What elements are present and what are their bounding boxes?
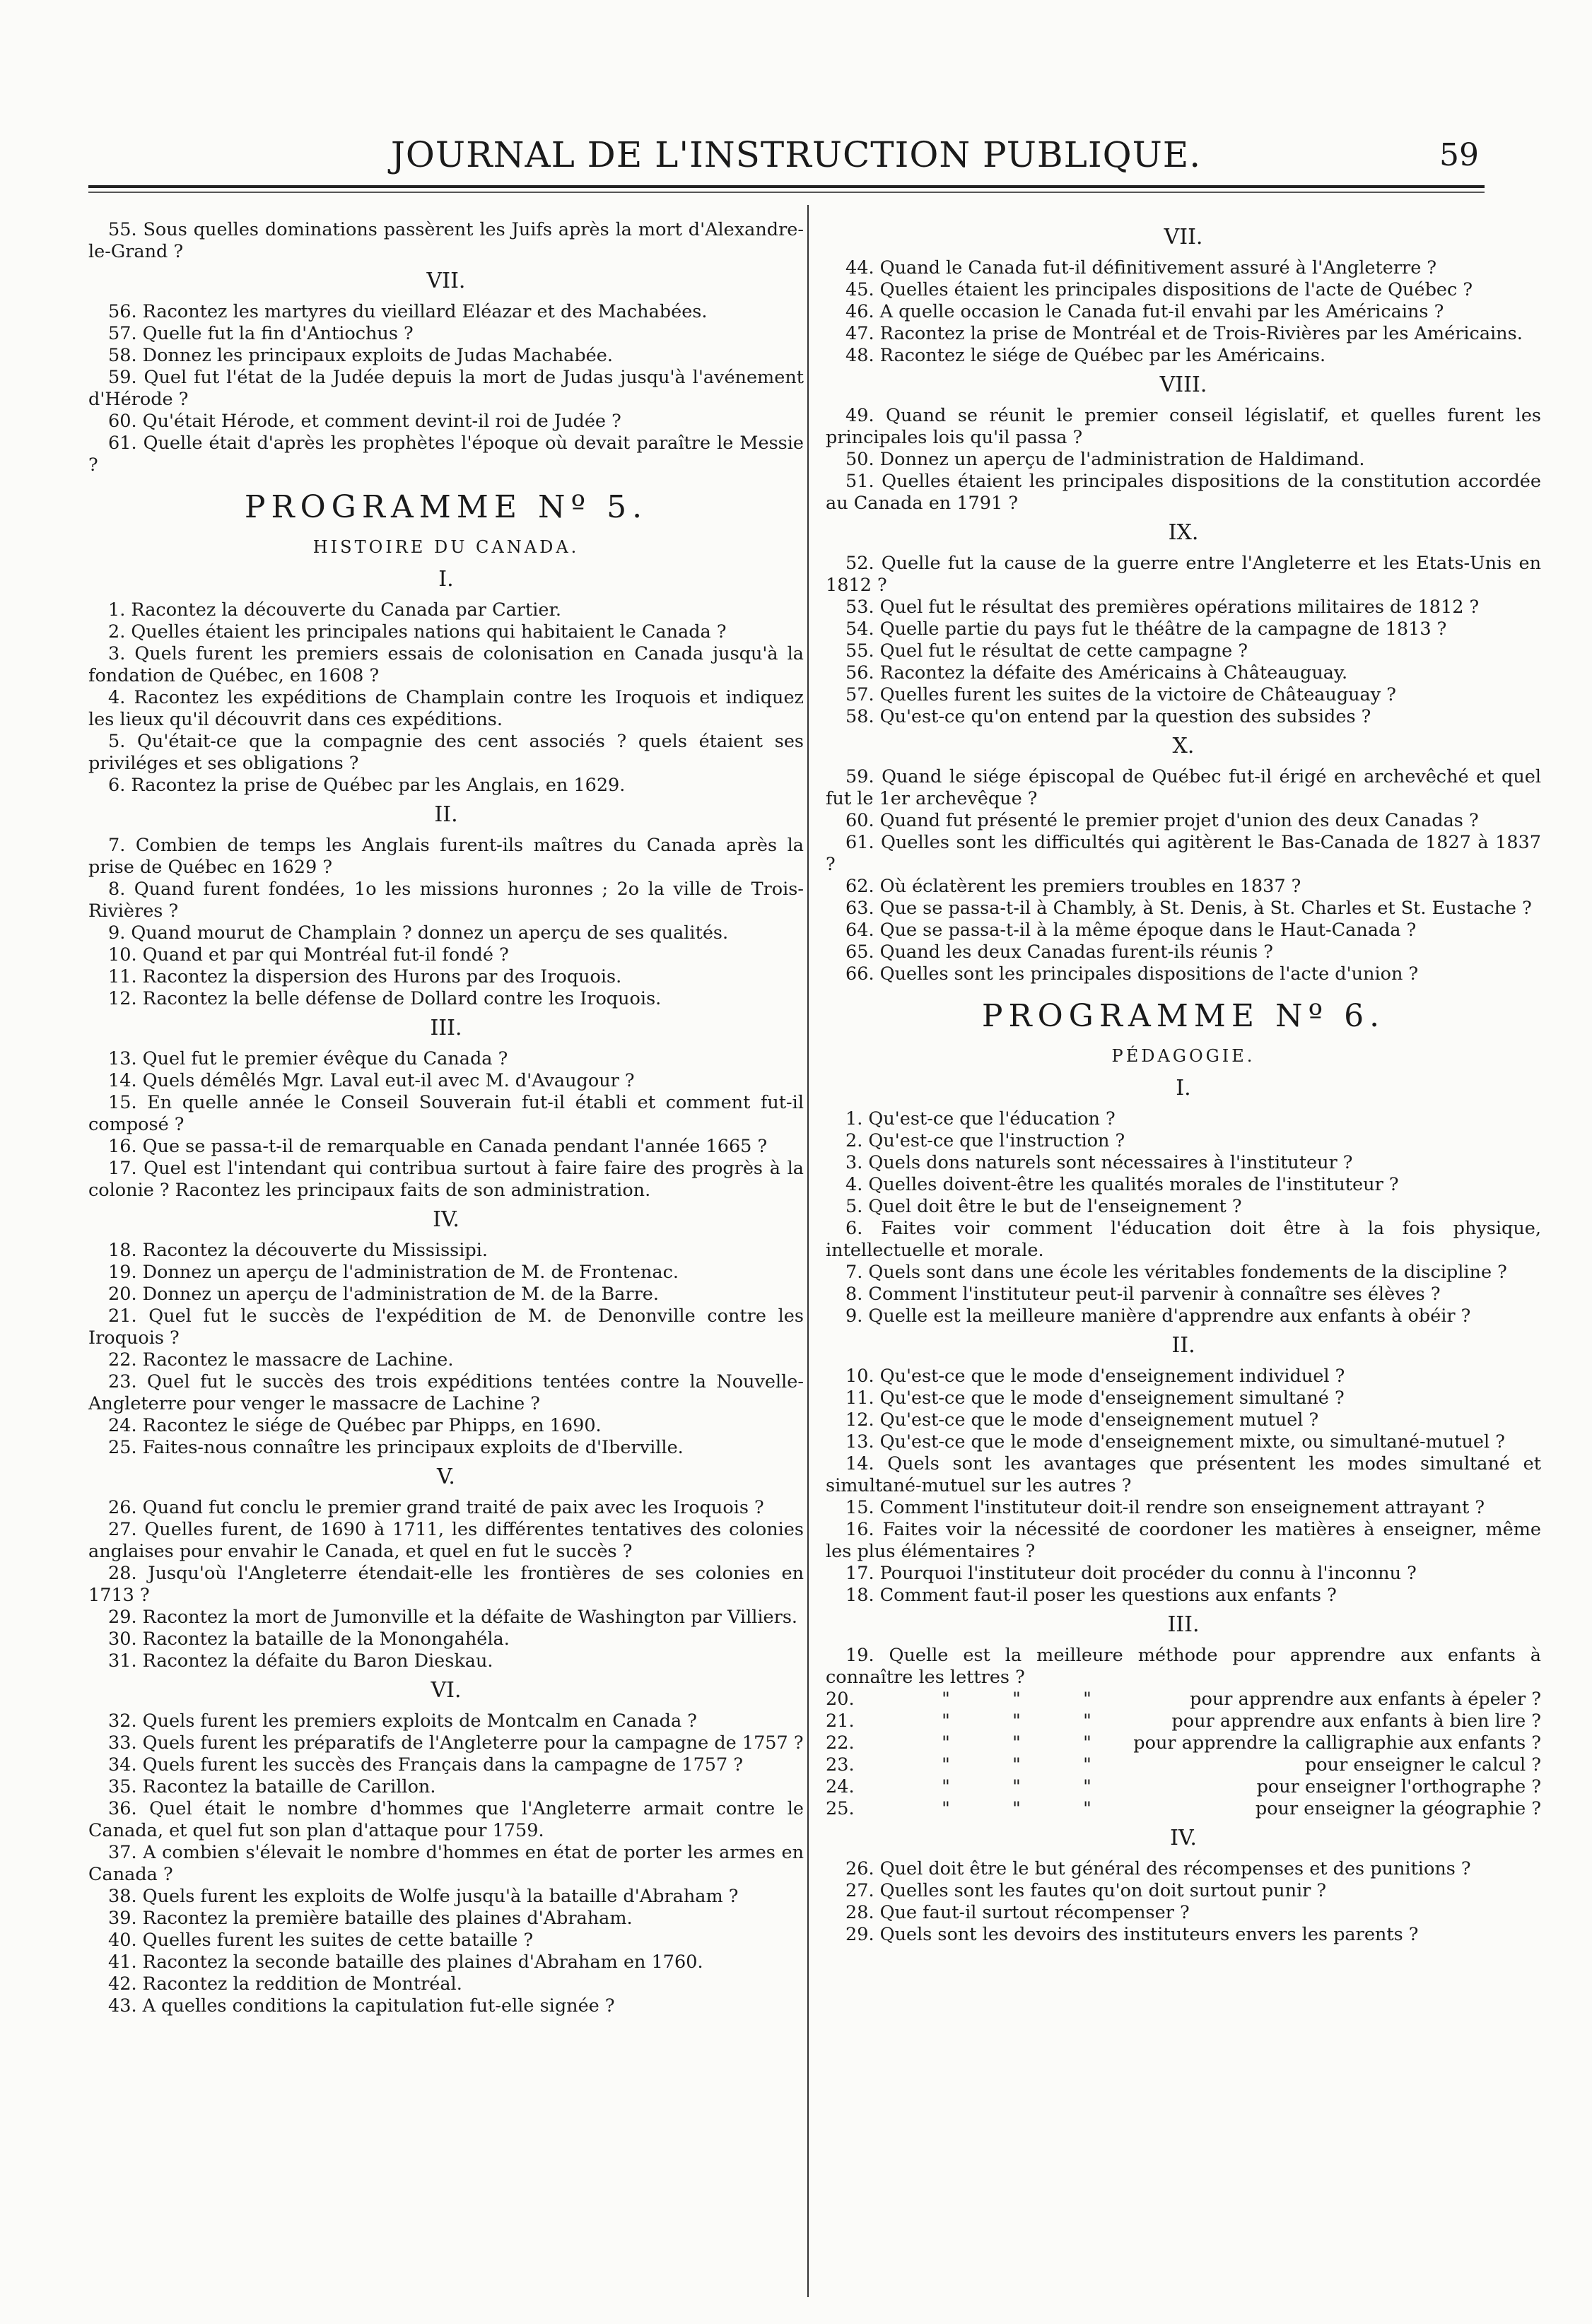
section-heading: IV. [1170,1826,1197,1850]
question-item: 8. Quand furent fondées, 1o les missions huronnes ; 2o la ville de Trois-Rivières ? [88,879,804,922]
question-item: 55. Quel fut le résultat de cette campagne ? [845,640,1248,662]
ditto-mark: " [1012,1776,1021,1797]
question-item: 58. Donnez les principaux exploits de Judas Machabée. [108,345,613,366]
question-item: 33. Quels furent les préparatifs de l'Angleterre pour la campagne de 1757 ? [108,1732,804,1754]
question-item: 61. Quelle était d'après les prophètes l'époque où devait paraître le Messie ? [88,433,804,476]
question-item: 38. Quels furent les exploits de Wolfe jusqu'à la bataille d'Abraham ? [108,1886,739,1907]
right-column [826,219,1541,1946]
ditto-mark: " [1083,1798,1091,1819]
question-item: 18. Racontez la découverte du Mississipi. [108,1240,488,1261]
question-item: 60. Quand fut présenté le premier projet d'union des deux Canadas ? [845,810,1479,831]
question-item: 56. Racontez les martyres du vieillard Eléazar et des Machabées. [108,301,708,322]
question-item: 9. Quelle est la meilleure manière d'apprendre aux enfants à obéir ? [845,1305,1471,1327]
section-heading: I. [1176,1076,1191,1101]
question-item: 8. Comment l'instituteur peut-il parvenir à connaître ses élèves ? [845,1284,1441,1305]
ditto-mark: " [942,1732,950,1754]
question-item: 54. Quelle partie du pays fut le théâtre de la campagne de 1813 ? [845,618,1447,640]
section-heading: III. [1167,1612,1200,1637]
ditto-mark: " [942,1776,950,1797]
question-item: 27. Quelles furent, de 1690 à 1711, les différentes tentatives des colonies anglaises pour envahir le Canada, et quel en fut le succès ? [88,1519,804,1562]
question-item: 65. Quand les deux Canadas furent-ils réunis ? [845,941,1273,963]
ditto-mark: " [942,1754,950,1776]
question-item: 1. Qu'est-ce que l'éducation ? [845,1108,1116,1129]
question-item: 40. Quelles furent les suites de cette bataille ? [108,1930,534,1951]
question-item: 20. Donnez un aperçu de l'administration de M. de la Barre. [108,1284,659,1305]
question-number: 20. [826,1689,855,1710]
ditto-mark: " [1012,1798,1021,1819]
page-header [0,127,1592,184]
question-item: 42. Racontez la reddition de Montréal. [108,1973,462,1995]
section-heading: VI. [431,1678,462,1703]
question-item: 14. Quels démêlés Mgr. Laval eut-il avec M. d'Avaugour ? [108,1070,635,1091]
running-title: JOURNAL DE L'INSTRUCTION PUBLIQUE. [390,134,1202,175]
question-item: 17. Pourquoi l'instituteur doit procéder du connu à l'inconnu ? [845,1563,1417,1584]
question-item: 22. Racontez le massacre de Lachine. [108,1349,454,1371]
question-item: 60. Qu'était Hérode, et comment devint-il roi de Judée ? [108,411,621,432]
question-item: 39. Racontez la première bataille des plaines d'Abraham. [108,1908,633,1929]
section-heading: IV. [433,1207,460,1232]
left-column [88,219,804,2017]
ditto-mark: " [942,1689,950,1710]
question-item: 2. Quelles étaient les principales nations qui habitaient le Canada ? [108,621,727,642]
question-item: 10. Qu'est-ce que le mode d'enseignement individuel ? [845,1366,1345,1387]
question-item: 26. Quel doit être le but général des récompenses et des punitions ? [845,1858,1471,1879]
question-number: 21. [826,1710,855,1732]
question-item: 5. Qu'était-ce que la compagnie des cent associés ? quels étaient ses priviléges et ses obligations ? [88,731,804,774]
section-heading: V. [437,1465,455,1489]
question-item: 29. Quels sont les devoirs des instituteurs envers les parents ? [845,1924,1419,1945]
question-item: 13. Quel fut le premier évêque du Canada ? [108,1048,508,1069]
question-text: pour enseigner la géographie ? [1255,1798,1541,1819]
ditto-mark: " [1012,1689,1021,1710]
section-heading: IX. [1168,520,1199,545]
question-text: pour apprendre aux enfants à épeler ? [1190,1689,1541,1710]
question-item: 28. Jusqu'où l'Angleterre étendait-elle les frontières de ses colonies en 1713 ? [88,1563,804,1606]
question-item: 37. A combien s'élevait le nombre d'hommes en état de porter les armes en Canada ? [88,1842,804,1885]
question-item: 26. Quand fut conclu le premier grand traité de paix avec les Iroquois ? [108,1497,764,1518]
subject-heading: PÉDAGOGIE. [1111,1046,1256,1066]
question-item: 44. Quand le Canada fut-il définitivement assuré à l'Angleterre ? [845,257,1437,278]
question-item: 29. Racontez la mort de Jumonville et la défaite de Washington par Villiers. [108,1607,798,1628]
question-item: 11. Racontez la dispersion des Hurons par des Iroquois. [108,966,622,987]
question-item: 10. Quand et par qui Montréal fut-il fondé ? [108,944,509,966]
ditto-mark: " [1012,1754,1021,1776]
ditto-mark: " [1083,1732,1091,1754]
question-item: 12. Qu'est-ce que le mode d'enseignement mutuel ? [845,1409,1319,1431]
question-text: pour enseigner l'orthographe ? [1256,1776,1541,1797]
question-item: 7. Quels sont dans une école les véritables fondements de la discipline ? [845,1262,1507,1283]
question-item: 57. Quelles furent les suites de la victoire de Châteauguay ? [845,684,1396,705]
question-item: 4. Quelles doivent-être les qualités morales de l'instituteur ? [845,1174,1399,1195]
question-item: 59. Quand le siége épiscopal de Québec fut-il érigé en archevêché et quel fut le 1er archevêque ? [826,766,1541,809]
question-item: 49. Quand se réunit le premier conseil législatif, et quelles furent les principales lois qu'il passa ? [826,405,1541,448]
question-item: 18. Comment faut-il poser les questions aux enfants ? [845,1585,1337,1606]
question-number: 24. [826,1776,855,1797]
question-number: 22. [826,1732,855,1754]
section-heading: VIII. [1159,372,1207,397]
question-item: 12. Racontez la belle défense de Dollard contre les Iroquois. [108,988,662,1009]
question-item: 6. Faites voir comment l'éducation doit être à la fois physique, intellectuelle et morale. [826,1218,1541,1261]
ditto-row [826,1754,1541,1776]
question-item: 45. Quelles étaient les principales dispositions de l'acte de Québec ? [845,279,1473,300]
question-text: pour apprendre la calligraphie aux enfants ? [1133,1732,1541,1754]
question-item: 61. Quelles sont les difficultés qui agitèrent le Bas-Canada de 1827 à 1837 ? [826,832,1541,875]
question-item: 7. Combien de temps les Anglais furent-ils maîtres du Canada après la prise de Québec en 1629 ? [88,835,804,878]
question-item: 17. Quel est l'intendant qui contribua surtout à faire faire des progrès à la colonie ? Racontez les principaux faits de son administration. [88,1158,804,1201]
ditto-mark: " [1012,1732,1021,1754]
question-item: 66. Quelles sont les principales dispositions de l'acte d'union ? [845,963,1419,985]
section-heading: X. [1172,734,1195,758]
question-item: 34. Quels furent les succès des Français dans la campagne de 1757 ? [108,1754,744,1776]
question-item: 1. Racontez la découverte du Canada par Cartier. [108,599,561,621]
question-item: 46. A quelle occasion le Canada fut-il envahi par les Américains ? [845,301,1444,322]
question-item: 47. Racontez la prise de Montréal et de Trois-Rivières par les Américains. [845,323,1523,344]
section-heading: I. [438,567,454,592]
question-number: 25. [826,1798,855,1819]
ditto-row [826,1732,1541,1754]
question-item: 41. Racontez la seconde bataille des plaines d'Abraham en 1760. [108,1952,703,1973]
section-heading: VII. [1164,225,1203,250]
header-rule-thin [88,192,1485,193]
ditto-mark: " [1012,1710,1021,1732]
question-item: 11. Qu'est-ce que le mode d'enseignement simultané ? [845,1387,1345,1409]
question-item: 9. Quand mourut de Champlain ? donnez un aperçu de ses qualités. [108,922,729,944]
ditto-mark: " [1083,1710,1091,1732]
question-item: 43. A quelles conditions la capitulation fut-elle signée ? [108,1995,615,2017]
section-heading: II. [434,802,458,827]
header-rule [88,185,1485,188]
section-heading: VII. [426,269,466,293]
question-item: 6. Racontez la prise de Québec par les Anglais, en 1629. [108,775,626,796]
ditto-row [826,1798,1541,1820]
page-number: 59 [1439,137,1479,173]
question-item: 5. Quel doit être le but de l'enseignement ? [845,1196,1242,1217]
question-item: 19. Donnez un aperçu de l'administration de M. de Frontenac. [108,1262,679,1283]
question-text: pour enseigner le calcul ? [1304,1754,1541,1776]
section-heading: III. [430,1016,462,1040]
question-item: 3. Quels furent les premiers essais de colonisation en Canada jusqu'à la fondation de Québec, en 1608 ? [88,643,804,686]
question-item: 13. Qu'est-ce que le mode d'enseignement mixte, ou simultané-mutuel ? [845,1431,1505,1452]
question-item: 58. Qu'est-ce qu'on entend par la question des subsides ? [845,706,1371,727]
question-item: 15. Comment l'instituteur doit-il rendre son enseignement attrayant ? [845,1497,1485,1518]
question-item: 27. Quelles sont les fautes qu'on doit surtout punir ? [845,1880,1327,1901]
ditto-mark: " [942,1798,950,1819]
question-item: 30. Racontez la bataille de la Monongahéla. [108,1628,510,1650]
ditto-mark: " [1083,1776,1091,1797]
question-item: 28. Que faut-il surtout récompenser ? [845,1902,1190,1923]
question-item: 23. Quel fut le succès des trois expéditions tentées contre la Nouvelle-Angleterre pour venger le massacre de Lachine ? [88,1371,804,1414]
question-item: 64. Que se passa-t-il à la même époque dans le Haut-Canada ? [845,920,1417,941]
ditto-row [826,1689,1541,1710]
question-text: pour apprendre aux enfants à bien lire ? [1171,1710,1541,1732]
question-item: 16. Faites voir la nécessité de coordoner les matières à enseigner, même les plus élémentaires ? [826,1519,1541,1562]
question-item: 21. Quel fut le succès de l'expédition de M. de Denonville contre les Iroquois ? [88,1305,804,1349]
question-item: 51. Quelles étaient les principales dispositions de la constitution accordée au Canada en 1791 ? [826,471,1541,514]
subject-heading: HISTOIRE DU CANADA. [312,537,580,557]
ditto-row [826,1710,1541,1732]
question-item: 32. Quels furent les premiers exploits de Montcalm en Canada ? [108,1710,697,1732]
question-item: 53. Quel fut le résultat des premières opérations militaires de 1812 ? [845,597,1480,618]
question-item: 25. Faites-nous connaître les principaux exploits de d'Iberville. [108,1437,684,1458]
programme-title: PROGRAMME Nº 5. [244,489,648,525]
question-item: 24. Racontez le siége de Québec par Phipps, en 1690. [108,1415,602,1436]
ditto-mark: " [1083,1689,1091,1710]
column-divider [807,205,809,2297]
question-number: 23. [826,1754,855,1776]
ditto-mark: " [942,1710,950,1732]
ditto-row [826,1776,1541,1798]
question-item: 3. Quels dons naturels sont nécessaires à l'instituteur ? [845,1152,1353,1173]
question-item: 50. Donnez un aperçu de l'administration de Haldimand. [845,449,1365,470]
question-item: 36. Quel était le nombre d'hommes que l'Angleterre armait contre le Canada, et quel fut son plan d'attaque pour 1759. [88,1798,804,1841]
question-item: 19. Quelle est la meilleure méthode pour apprendre aux enfants à connaître les lettres ? [826,1645,1541,1688]
question-item: 4. Racontez les expéditions de Champlain contre les Iroquois et indiquez les lieux qu'il découvrit dans ces expéditions. [88,687,804,730]
question-item: 52. Quelle fut la cause de la guerre entre l'Angleterre et les Etats-Unis en 1812 ? [826,553,1541,596]
question-item: 55. Sous quelles dominations passèrent les Juifs après la mort d'Alexandre-le-Grand ? [88,219,804,262]
question-item: 35. Racontez la bataille de Carillon. [108,1776,436,1797]
section-heading: II. [1171,1333,1195,1358]
question-item: 15. En quelle année le Conseil Souverain fut-il établi et comment fut-il composé ? [88,1092,804,1135]
question-item: 31. Racontez la défaite du Baron Dieskau. [108,1650,493,1672]
question-item: 16. Que se passa-t-il de remarquable en Canada pendant l'année 1665 ? [108,1136,768,1157]
programme-title: PROGRAMME Nº 6. [981,998,1386,1034]
question-item: 62. Où éclatèrent les premiers troubles en 1837 ? [845,876,1301,897]
question-item: 63. Que se passa-t-il à Chambly, à St. Denis, à St. Charles et St. Eustache ? [845,898,1532,919]
question-ditto-list [826,1689,1541,1820]
question-item: 59. Quel fut l'état de la Judée depuis la mort de Judas jusqu'à l'avénement d'Hérode ? [88,367,804,410]
question-item: 57. Quelle fut la fin d'Antiochus ? [108,323,414,344]
question-item: 14. Quels sont les avantages que présentent les modes simultané et simultané-mutuel sur les autres ? [826,1453,1541,1496]
ditto-mark: " [1083,1754,1091,1776]
question-item: 48. Racontez le siége de Québec par les Américains. [845,345,1326,366]
question-item: 2. Qu'est-ce que l'instruction ? [845,1130,1125,1151]
question-item: 56. Racontez la défaite des Américains à Châteauguay. [845,662,1348,683]
